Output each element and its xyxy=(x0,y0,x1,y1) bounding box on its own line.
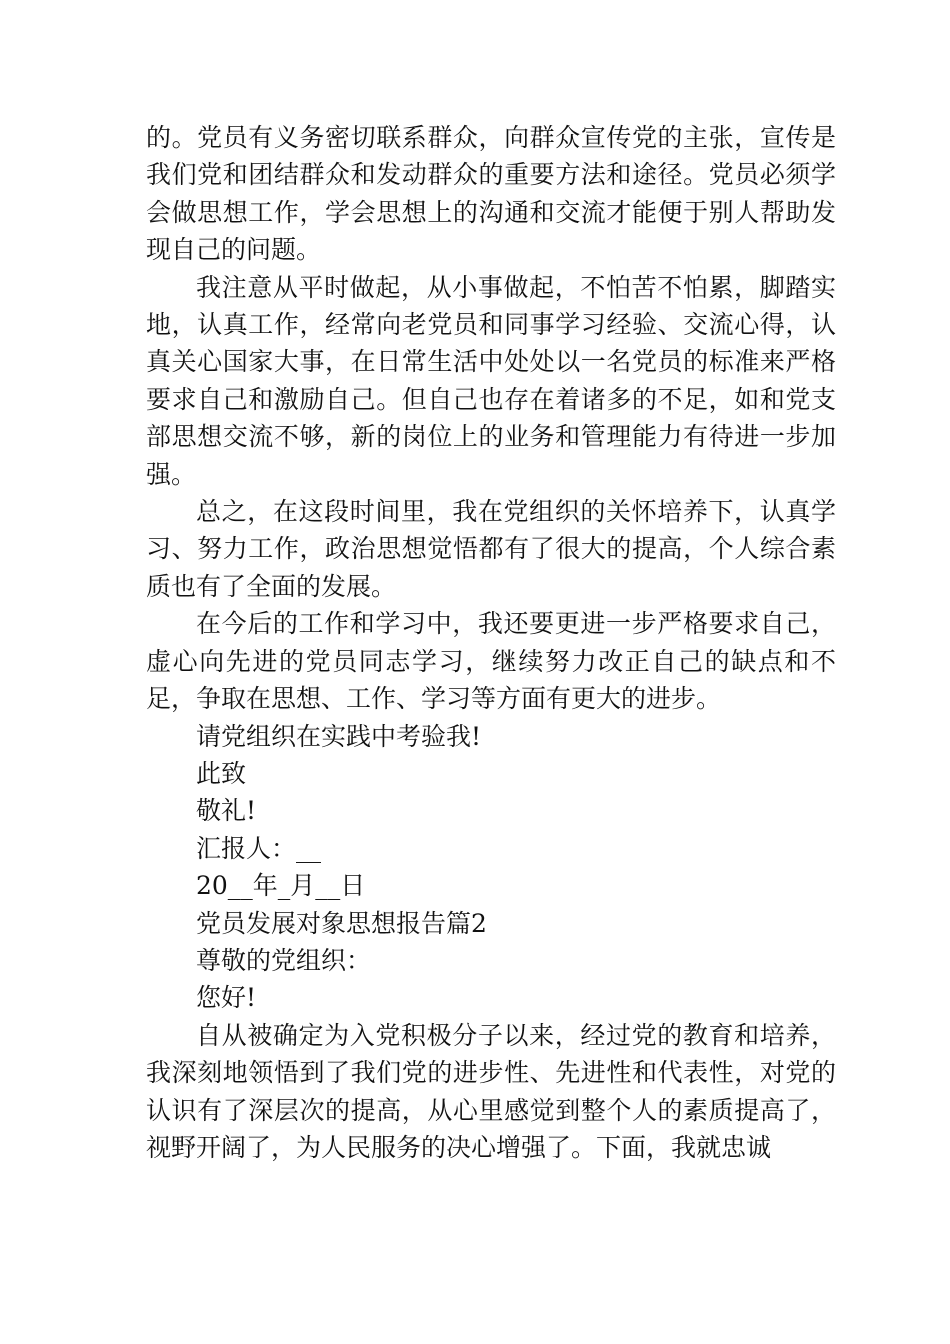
closing-salute-1: 此致 xyxy=(196,758,247,788)
paragraph-3: 总之，在这段时间里，我在党组织的关怀培养下，认真学习、努力工作，政治思想觉悟都有了很大的提高，个人综合素质也有了全面的发展。 xyxy=(146,497,836,601)
section-2-paragraph: 自从被确定为入党积极分子以来，经过党的教育和培养，我深刻地领悟到了我们党的进步性、先进性和代表性，对党的认识有了深层次的提高，从心里感觉到整个人的素质提高了，视野开阔了，为人民服务的决心增强了。下面，我就忠诚 xyxy=(146,1020,836,1162)
paragraph-4: 在今后的工作和学习中，我还要更进一步严格要求自己，虚心向先进的党员同志学习，继续努力改正自己的缺点和不足，争取在思想、工作、学习等方面有更大的进步。 xyxy=(146,609,836,714)
reporter-line: 汇报人：__ xyxy=(196,833,322,863)
closing-request: 请党组织在实践中考验我! xyxy=(196,721,482,751)
section-2-title: 党员发展对象思想报告篇2 xyxy=(196,908,487,938)
paragraph-2: 我注意从平时做起，从小事做起，不怕苦不怕累，脚踏实地，认真工作，经常向老党员和同事学习经验、交流心得，认真关心国家大事，在日常生活中处处以一名党员的标准来严格要求自己和激励自己。但自己也存在着诸多的不足，如和党支部思想交流不够，新的岗位上的业务和管理能力有待进一步加强。 xyxy=(146,272,836,489)
section-2-hello: 您好! xyxy=(196,983,257,1013)
date-line: 20__年_月__日 xyxy=(196,871,366,901)
document-page xyxy=(146,119,836,1166)
closing-salute-2: 敬礼! xyxy=(196,796,257,826)
section-2-greeting: 尊敬的党组织： xyxy=(196,945,372,975)
paragraph-1: 的。党员有义务密切联系群众，向群众宣传党的主张，宣传是我们党和团结群众和发动群众的重要方法和途径。党员必须学会做思想工作，学会思想上的沟通和交流才能便于别人帮助发现自己的问题。 xyxy=(146,123,836,265)
